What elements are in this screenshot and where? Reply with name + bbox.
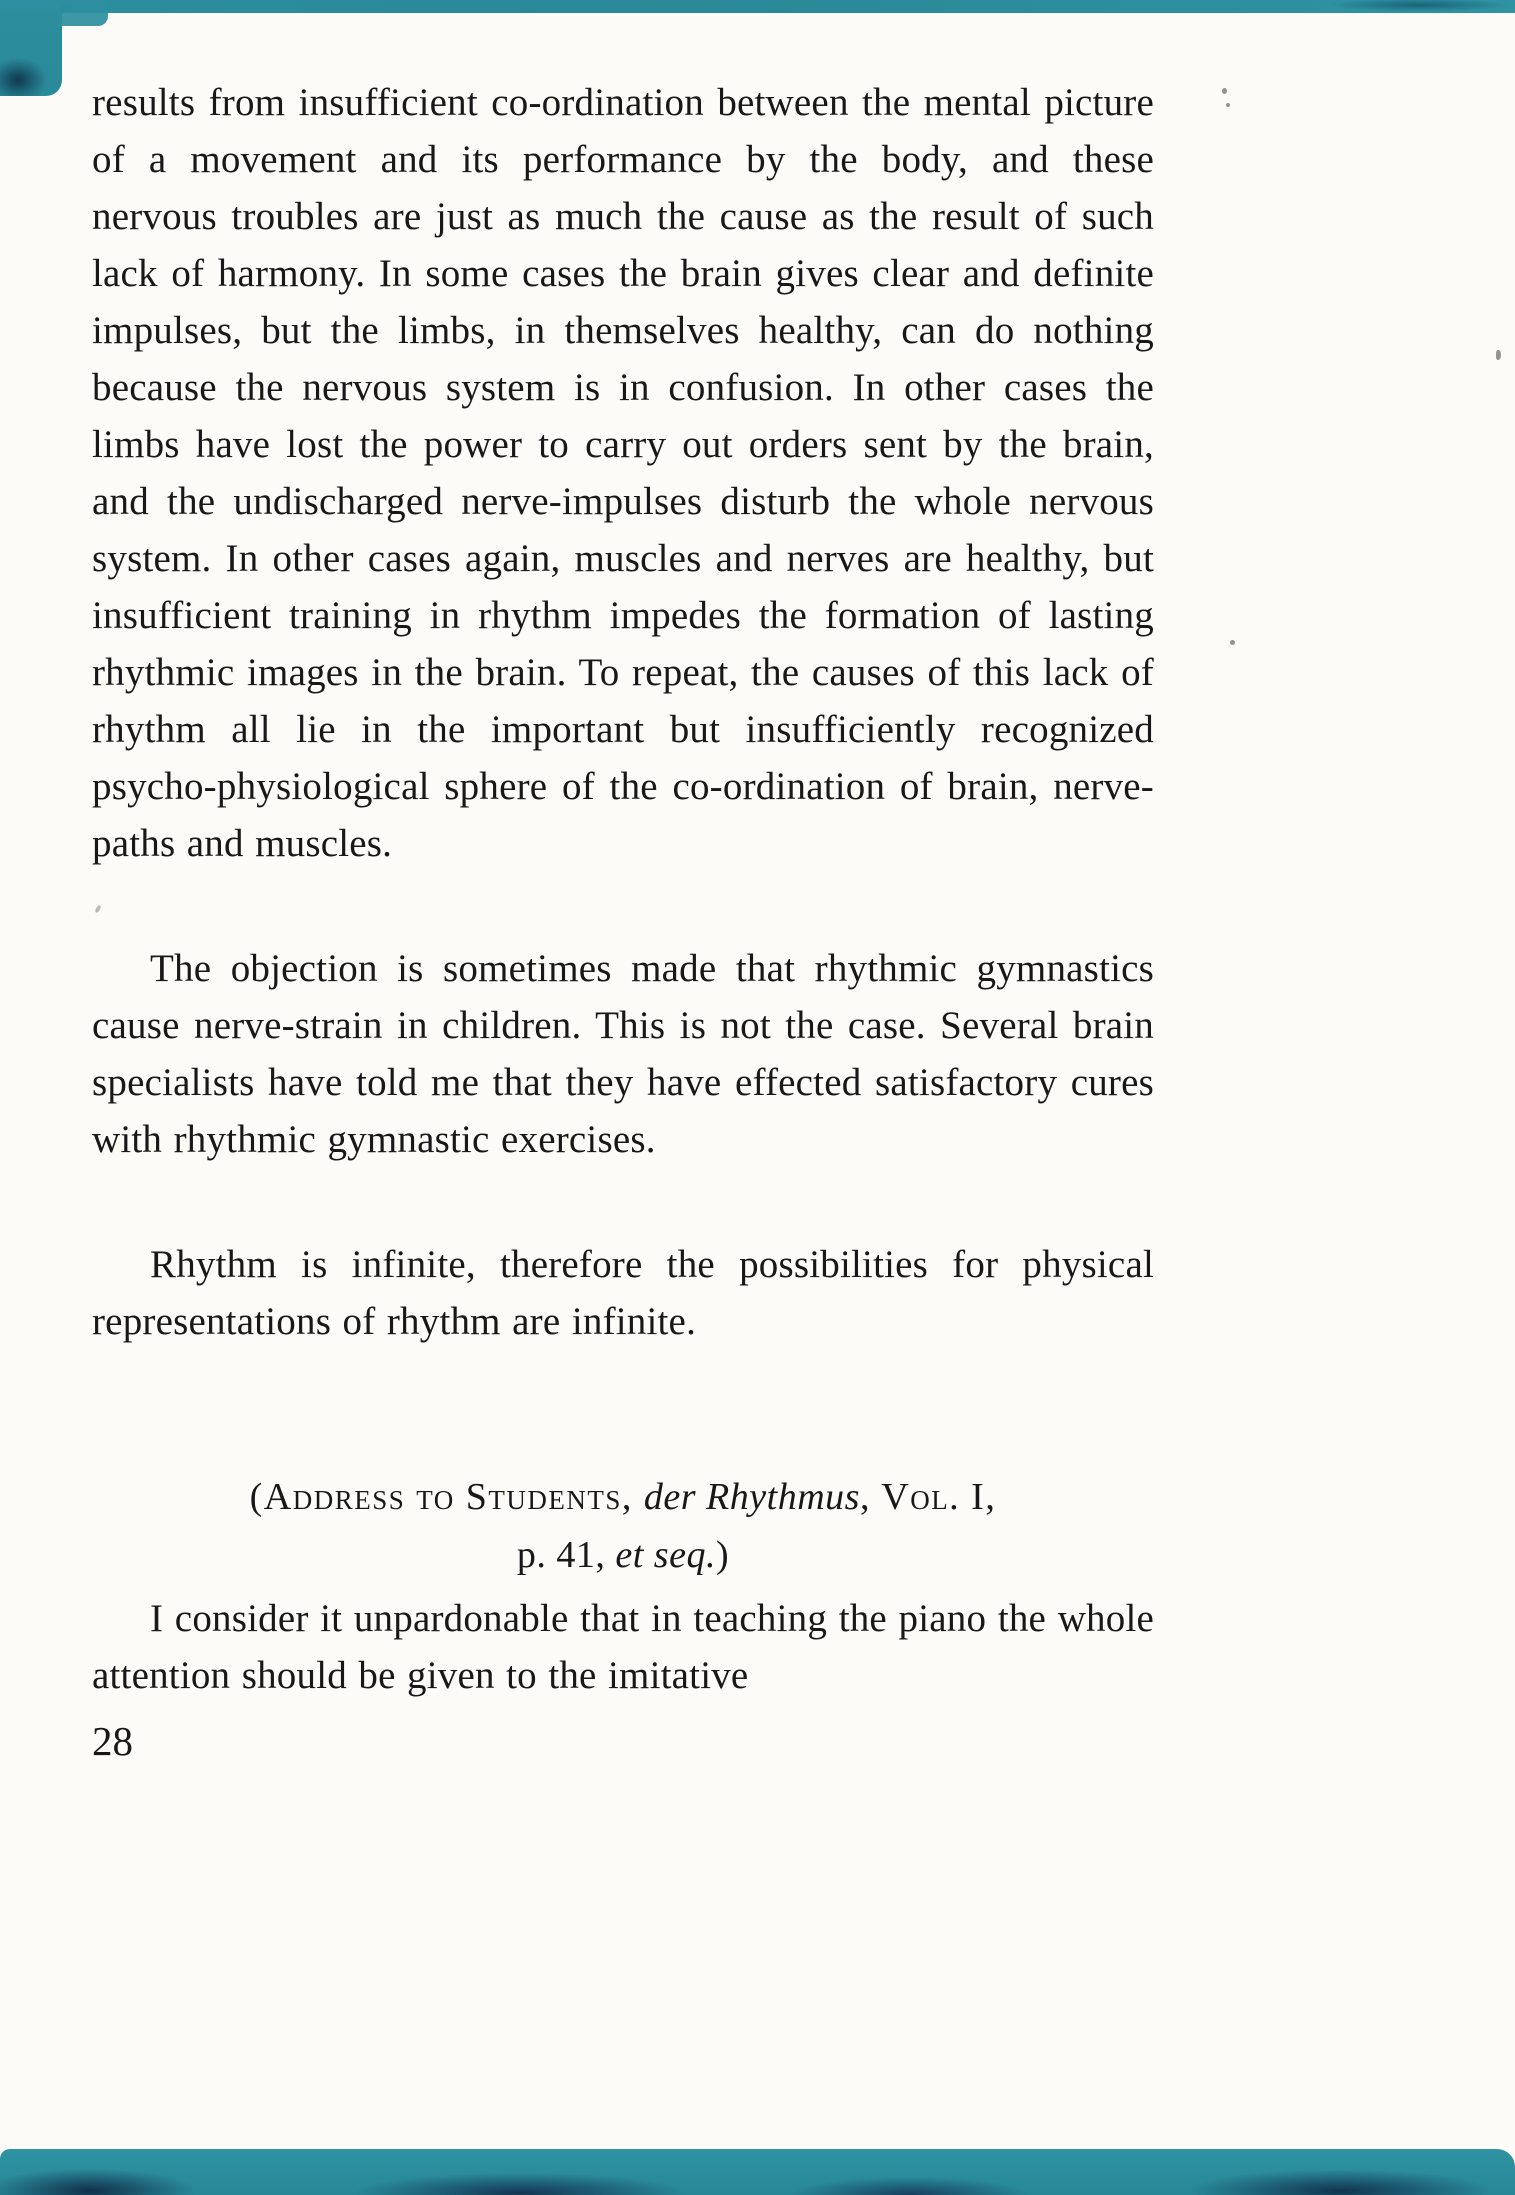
citation-page-ref: p. 41, <box>516 1534 616 1576</box>
scan-speck <box>1226 103 1230 107</box>
scan-speck <box>1222 88 1227 94</box>
citation-close-paren: ) <box>715 1534 730 1576</box>
citation-source: (Address to Students, <box>249 1476 644 1518</box>
body-paragraph-2: The objection is sometimes made that rhythmic gymnastics cause nerve-strain in children. This is not the case. Several brain specialists have told me that they have effected satisfactory cures with rhythmic gymnastic exercises. <box>92 947 1154 1161</box>
citation-volume: , Vol. I, <box>859 1476 997 1518</box>
body-paragraph-4: I consider it unpardonable that in teaching the piano the whole attention should be given to the imitative <box>92 1597 1154 1697</box>
citation-line-1 <box>92 1468 1154 1526</box>
body-paragraph-1: results from insufficient co-ordination between the mental picture of a movement and its performance by the body, and these nervous troubles are just as much the cause as the result of such lack of harmony. In some cases the brain gives clear and definite impulses, but the limbs, in themselves healthy, can do nothing because the nervous system is in confusion. In other cases the limbs have lost the power to carry out orders sent by the brain, and the undischarged nerve-impulses disturb the whole nervous system. In other cases again, muscles and nerves are healthy, but insufficient training in rhythm impedes the formation of lasting rhythmic images in the brain. To repeat, the causes of this lack of rhythm all lie in the important but insufficiently recognized psycho-physiological sphere of the co-ordination of brain, nerve-paths and muscles. <box>92 81 1154 865</box>
scan-speck <box>1496 350 1501 360</box>
bottom-edge-band <box>0 2149 1515 2195</box>
citation-block <box>92 1468 1154 1584</box>
scan-speck <box>1230 640 1235 645</box>
citation-line-2 <box>92 1526 1154 1584</box>
body-paragraph-3: Rhythm is infinite, therefore the possibilities for physical representations of rhythm are infinite. <box>92 1243 1154 1343</box>
citation-work-title: der Rhythmus <box>643 1476 860 1518</box>
top-left-corner-patch <box>0 0 62 96</box>
page-number: 28 <box>92 1718 133 1764</box>
citation-et-seq: et seq. <box>615 1534 716 1576</box>
text-block <box>92 0 1154 1766</box>
